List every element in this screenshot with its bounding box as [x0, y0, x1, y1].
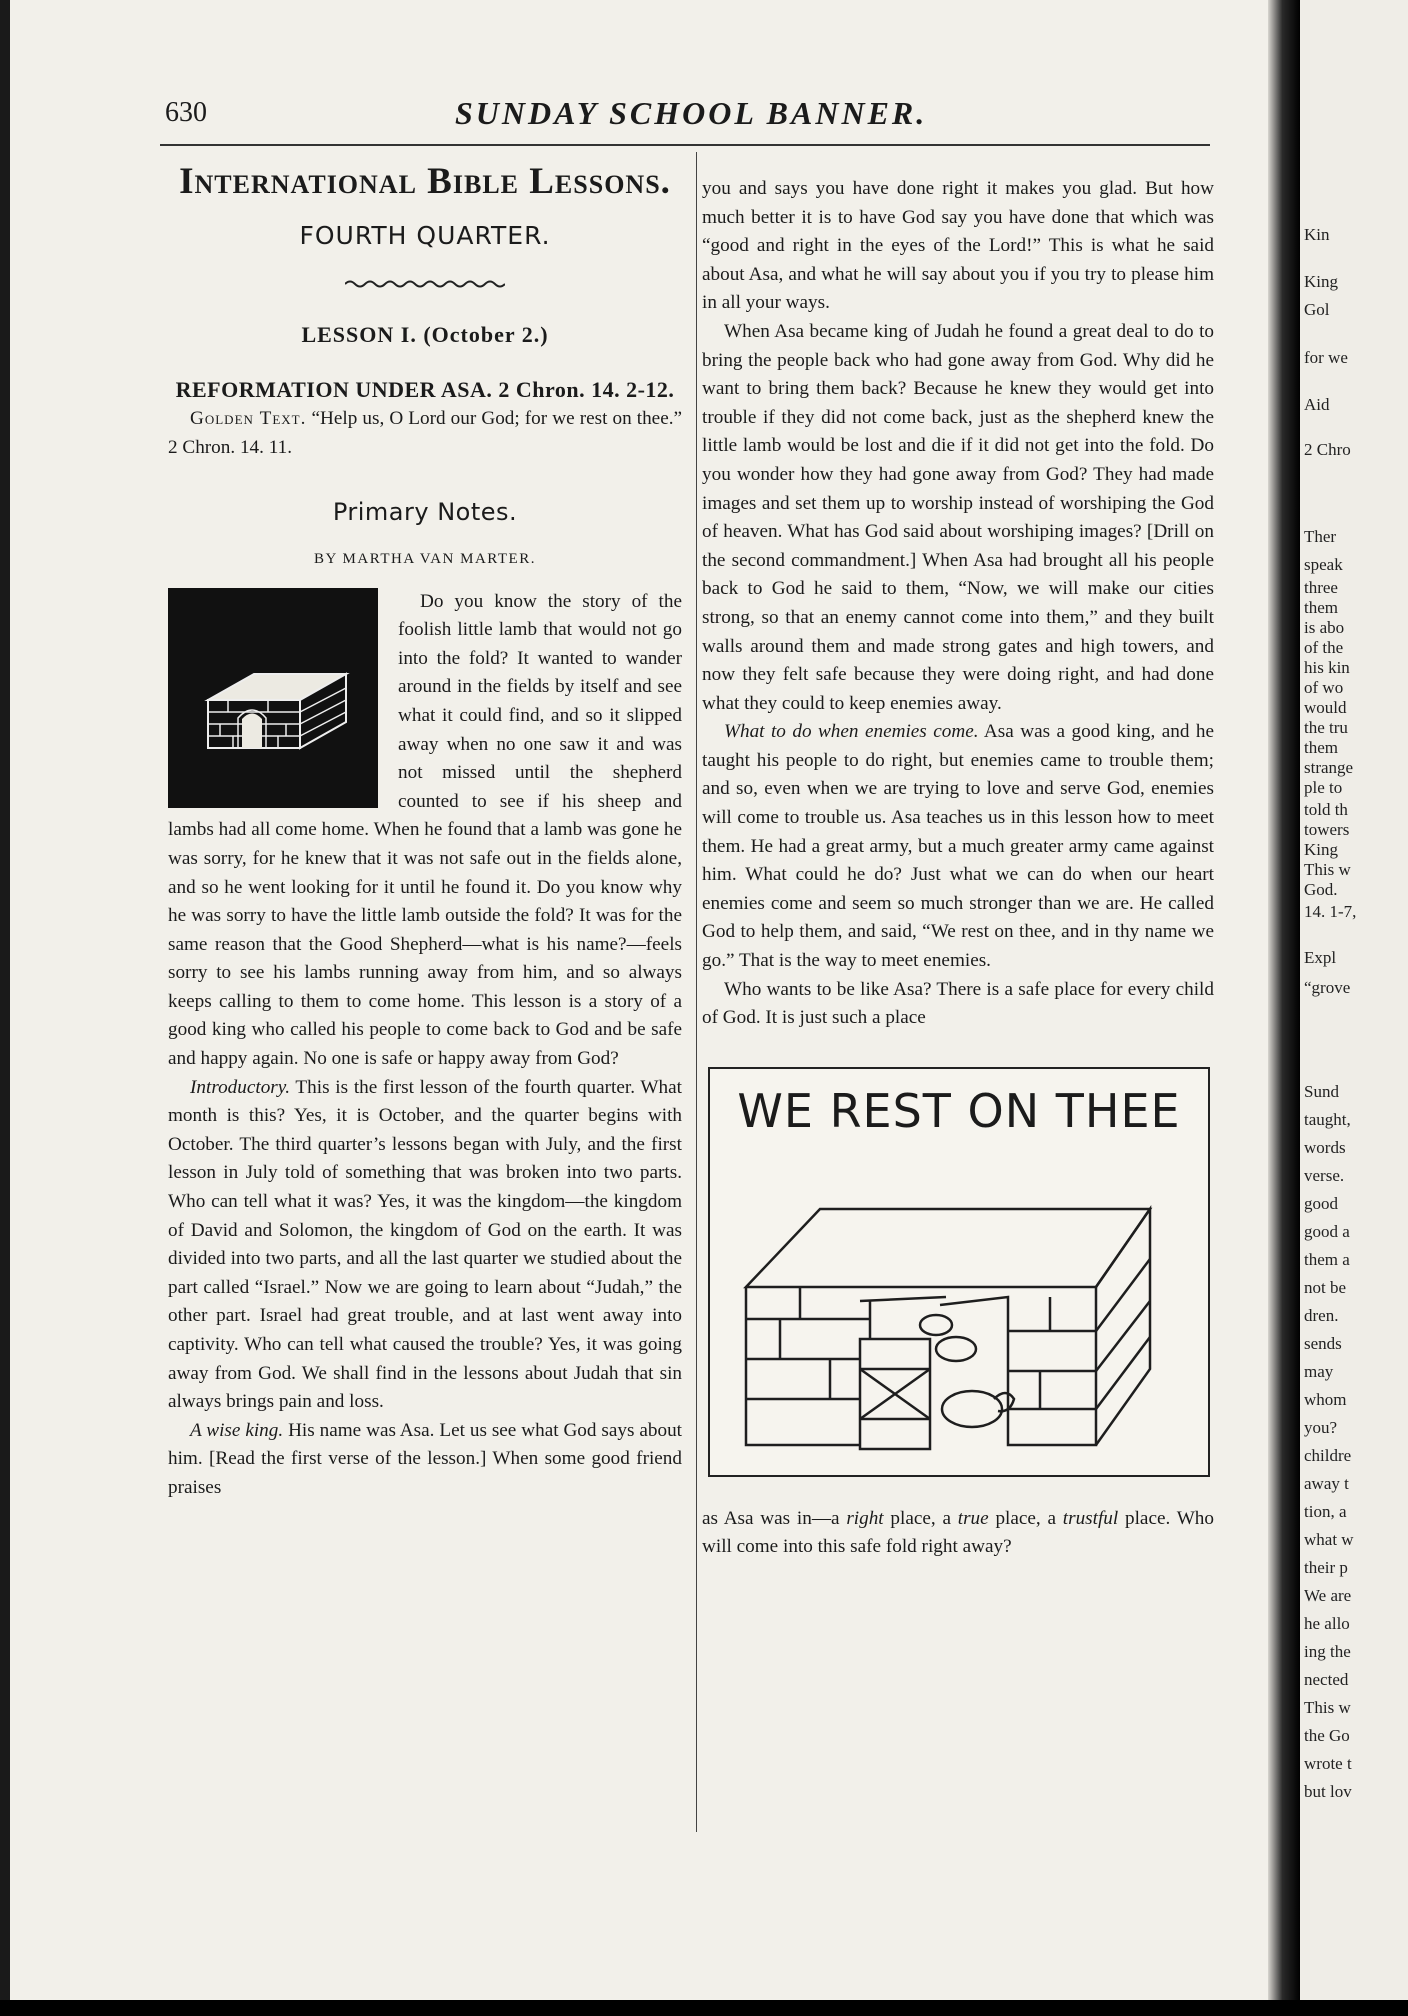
next-page-fragment: ing the	[1304, 1642, 1351, 1661]
next-page-fragment: Gol	[1304, 300, 1330, 319]
closing-trustful: trustful	[1062, 1507, 1119, 1529]
running-title: SUNDAY SCHOOL BANNER.	[455, 95, 928, 131]
next-page-fragment: may	[1304, 1362, 1334, 1381]
header-rule	[160, 144, 1210, 146]
next-page-fragment: them a	[1304, 1250, 1350, 1269]
next-page-fragment: Expl	[1304, 948, 1337, 967]
next-page-fragment: them	[1304, 598, 1338, 617]
next-page-fragment: Ther	[1304, 527, 1337, 546]
byline: BY MARTHA VAN MARTER.	[314, 550, 536, 567]
running-head	[165, 95, 1205, 135]
next-page-fragment: the tru	[1304, 718, 1348, 737]
golden-text	[168, 405, 682, 462]
right-column	[702, 175, 1214, 1562]
next-page-fragment: not be	[1304, 1278, 1347, 1297]
next-page-fragment: “grove	[1304, 978, 1351, 997]
next-page-fragment: he allo	[1304, 1614, 1350, 1633]
next-page-fragment: of the	[1304, 638, 1344, 657]
next-page-fragment: nected	[1304, 1670, 1349, 1689]
next-page-fragment: sends	[1304, 1334, 1342, 1353]
next-page-fragment: of wo	[1304, 678, 1344, 697]
next-page-fragment: King	[1304, 272, 1338, 291]
series-title: International Bible Lessons.	[179, 161, 671, 202]
next-page-fragment: told th	[1304, 800, 1348, 819]
next-page-fragment: King	[1304, 840, 1338, 859]
next-page-edge	[1300, 0, 1408, 2000]
paragraph-enemies	[702, 718, 1214, 975]
next-page-fragment: three	[1304, 578, 1338, 597]
next-page-fragment: taught,	[1304, 1110, 1351, 1129]
next-page-fragment: them	[1304, 738, 1338, 757]
closing-right: right	[846, 1507, 884, 1529]
next-page-fragment: his kin	[1304, 658, 1350, 677]
paragraph-introductory	[168, 1074, 682, 1417]
introductory-text: This is the first lesson of the fourth quarter. What month is this? Yes, it is October, and the quarter begins with October. The third quarter’s lessons began with July, and the first lesson in July told of something that was broken into two parts. Who can tell what it was? Yes, it was the kingdom—the kingdom of David and Solomon, the kingdom of God on the earth. It was divided into two parts, and all the last quarter we studied about the part called “Israel.” Now we are going to learn about “Judah,” the other part. Israel had great trouble, and at last went away into captivity. Who can tell what caused the trouble? Yes, it was going away from God. We shall find in the lessons about Judah that sin always brings pain and loss.	[168, 1076, 682, 1413]
next-page-fragment: good	[1304, 1194, 1338, 1213]
next-page-fragment: Aid	[1304, 395, 1330, 414]
notes-heading: Primary Notes.	[332, 498, 518, 527]
lesson-title: REFORMATION UNDER ASA. 2 Chron. 14. 2-12.	[175, 377, 675, 403]
sheepfold-illustration	[168, 588, 378, 808]
closing-mid-2: place, a	[988, 1507, 1063, 1529]
next-page-fragment: This w	[1304, 860, 1351, 879]
column-rule	[696, 152, 697, 1832]
next-page-fragment: 14. 1-7,	[1304, 902, 1357, 921]
paragraph-praise: you and says you have done right it makes you glad. But how much better it is to have God say you have done that which was “good and right in the eyes of the Lord!” This is what he said about Asa, and what he will say about you if you try to please him in all your ways.	[702, 178, 1214, 314]
next-page-fragment: ple to	[1304, 778, 1343, 797]
next-page-fragment: you?	[1304, 1418, 1338, 1437]
wise-king-label: A wise king.	[190, 1419, 284, 1441]
wavy-divider	[345, 277, 505, 291]
golden-text-label: Golden Text.	[190, 408, 307, 430]
left-column	[168, 160, 682, 1503]
illustration-title: WE REST ON THEE	[737, 1083, 1181, 1138]
fold-drawing	[710, 1069, 1208, 1475]
next-page-fragment: is abo	[1304, 618, 1345, 637]
next-page-fragment: wrote t	[1304, 1754, 1352, 1773]
introductory-label: Introductory.	[190, 1076, 291, 1098]
next-page-fragment: verse.	[1304, 1166, 1345, 1185]
next-page-fragment: speak	[1304, 555, 1343, 574]
closing-true: true	[957, 1507, 989, 1529]
we-rest-on-thee-illustration	[708, 1067, 1210, 1477]
next-page-fragment: strange	[1304, 758, 1354, 777]
lesson-number: LESSON I. (October 2.)	[301, 321, 549, 347]
golden-text-body: “Help us, O Lord our God; for we rest on thee.” 2 Chron. 14. 11.	[168, 408, 683, 458]
next-page-fragment: Sund	[1304, 1082, 1339, 1101]
next-page-fragment: childre	[1304, 1446, 1352, 1465]
page-number: 630	[165, 97, 207, 128]
next-page-fragment: for we	[1304, 348, 1348, 367]
next-page-fragment: God.	[1304, 880, 1338, 899]
paragraph-closing	[702, 1505, 1214, 1562]
next-page-fragment: but lov	[1304, 1782, 1352, 1801]
next-page-fragment: good a	[1304, 1222, 1350, 1241]
next-page-fragment: their p	[1304, 1558, 1348, 1577]
book-gutter	[1268, 0, 1300, 2016]
next-page-fragment: words	[1304, 1138, 1346, 1157]
paragraph-wise-king	[168, 1417, 682, 1503]
next-page-fragment: what w	[1304, 1530, 1354, 1549]
next-page-fragment: towers	[1304, 820, 1350, 839]
enemies-text: Asa was a good king, and he taught his people to do right, but enemies came to trouble them; and so, even when we are trying to love and serve God, enemies will come to trouble us. Asa teaches us in this lesson how to meet them. He had a great army, but a much greater army came against him. What could he do? Just what we can do when our heart enemies come and seem so much stronger than we are. He called God to help them, and said, “We rest on thee, and in thy name we go.” That is the way to meet enemies.	[702, 721, 1214, 972]
paragraph-asa-king: When Asa became king of Judah he found a great deal to do to bring the people back who had gone away from God. Why did he want to bring them back? Because he knew they would get into trouble if they did not come back, just as the shepherd knew the little lamb would be lost and die if it did not get into the fold. Do you wonder how they had gone away from God? They had made images and set them up to worship instead of worshiping the God of heaven. What has God said about worshiping images? [Drill on the second commandment.] When Asa had brought all his people back to God he said to them, “Now, we will make our cities strong, so that an enemy cannot come into them,” and they built walls around them and made strong gates and high towers, and now they felt safe because they were doing right, and had done what they could to keep enemies away.	[702, 320, 1214, 714]
next-page-fragment: away t	[1304, 1474, 1349, 1493]
closing-pre: as Asa was in—a	[702, 1507, 847, 1529]
scan-border	[0, 2000, 1408, 2016]
next-page-fragment: would	[1304, 698, 1347, 717]
wise-king-text: His name was Asa. Let us see what God says about him. [Read the first verse of the lesson.] When some good friend praises	[168, 1419, 683, 1498]
quarter-heading: FOURTH QUARTER.	[299, 221, 551, 250]
paragraph-lost-lamb: Do you know the story of the foolish little lamb that would not go into the fold? It wanted to wander around in the fields by itself and see what it could find, and so it slipped away when no one saw it and was not missed until the shepherd counted to see if his sheep and lambs had all come home. When he found that a lamb was gone he was sorry, for he knew that it was not safe out in the fields alone, and so he went looking for it until he found it. Do you know why he was sorry to have the little lamb outside the fold? It was for the same reason that the Good Shepherd—what is his name?—feels sorry to see his lambs running away from him, and so always keeps calling to them to come home. This lesson is a story of a good king who called his people to come back to God and be safe and happy again. No one is safe or happy away from God?	[168, 590, 682, 1070]
enemies-label: What to do when enemies come.	[724, 721, 979, 743]
next-page-fragment: the Go	[1304, 1726, 1350, 1745]
closing-mid-1: place, a	[883, 1507, 958, 1529]
next-page-fragment: whom	[1304, 1390, 1347, 1409]
next-page-fragment: 2 Chro	[1304, 440, 1351, 459]
next-page-fragment: This w	[1304, 1698, 1351, 1717]
next-page-fragment: Kin	[1304, 225, 1330, 244]
next-page-fragment: tion, a	[1304, 1502, 1347, 1521]
next-page-fragment: dren.	[1304, 1306, 1339, 1325]
paragraph-be-like-asa: Who wants to be like Asa? There is a safe place for every child of God. It is just such a place	[702, 978, 1214, 1029]
next-page-fragment: We are	[1304, 1586, 1352, 1605]
closing-post: place. Who will come into this safe fold right away?	[702, 1507, 1214, 1558]
